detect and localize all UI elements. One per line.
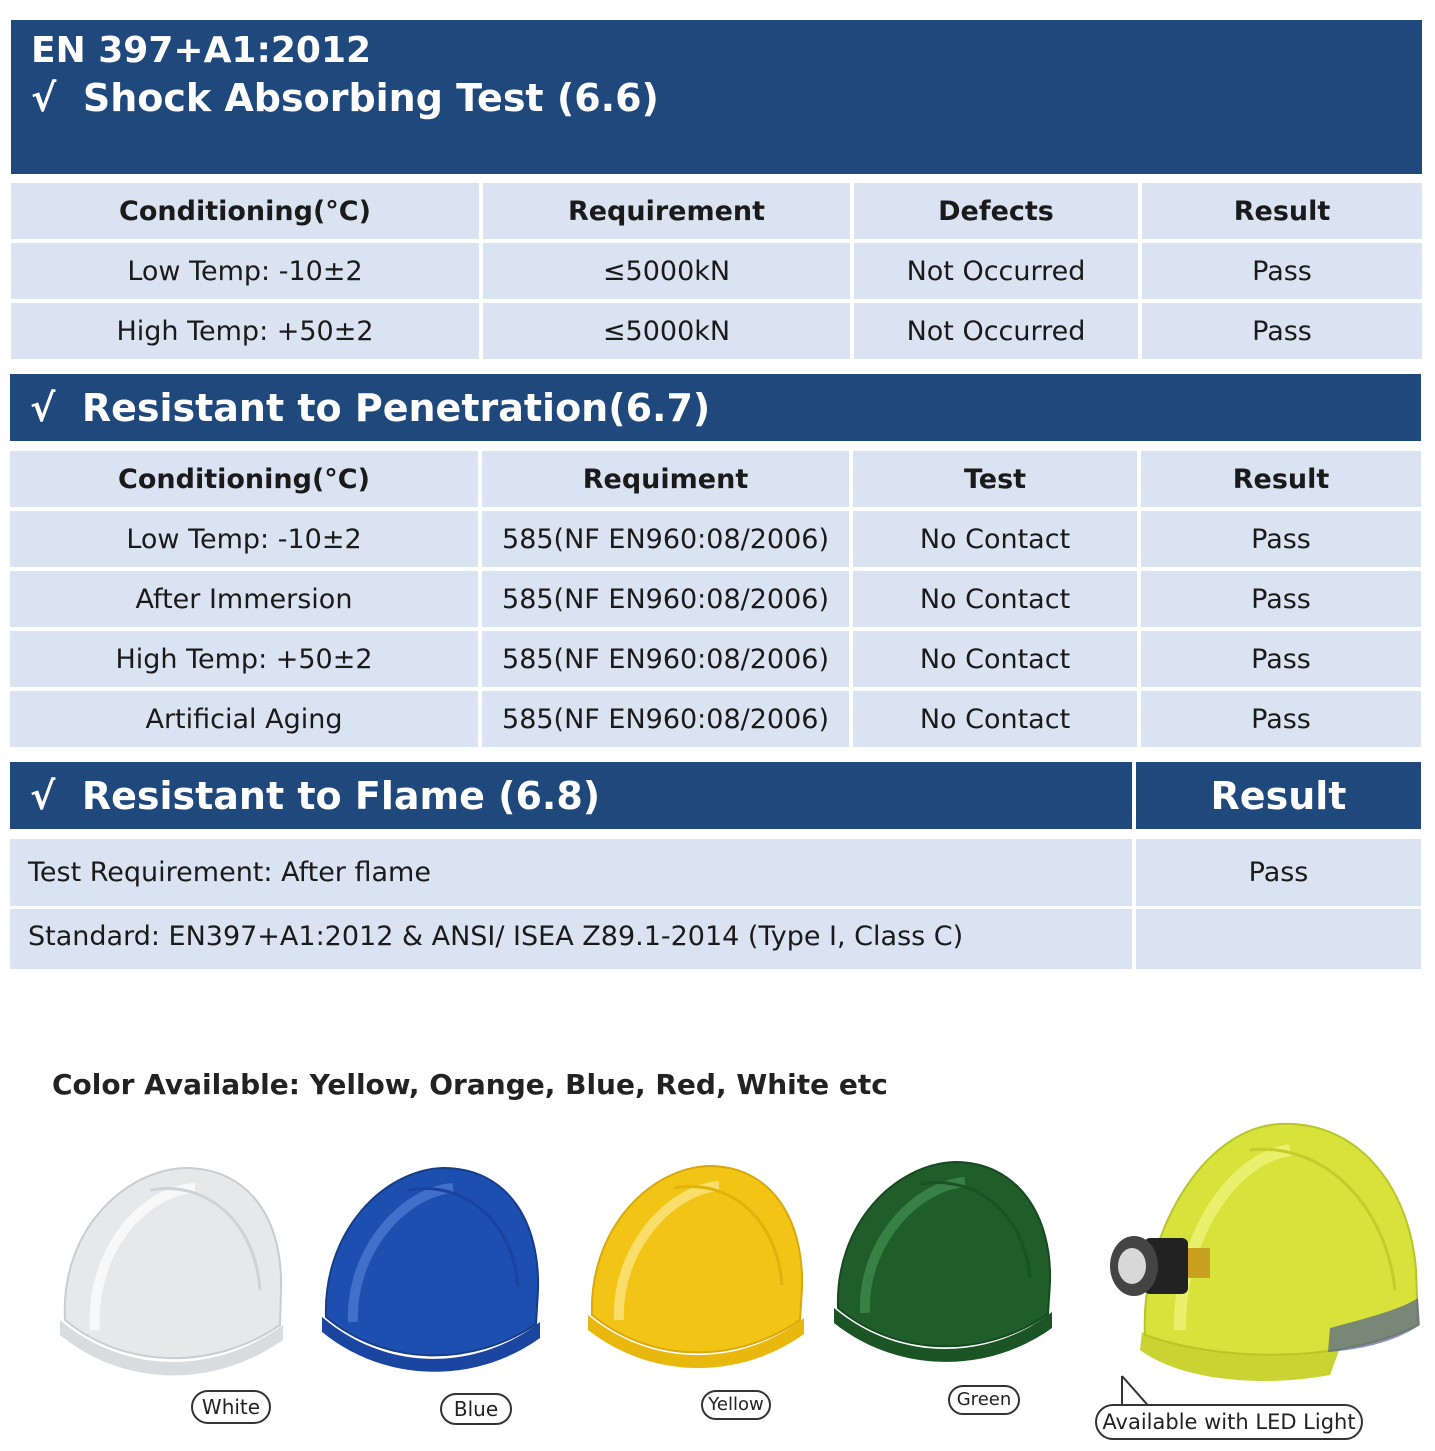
- flame-banner: [10, 762, 1132, 829]
- shock-section-title: [31, 76, 659, 120]
- table-cell: Pass: [1141, 691, 1421, 747]
- white-helmet-image: [55, 1160, 290, 1390]
- table-cell: ≤5000kN: [483, 303, 850, 359]
- table-cell: No Contact: [853, 571, 1137, 627]
- shock-banner: [11, 20, 1422, 174]
- table-row: [11, 243, 1422, 299]
- penetration-title-text: Resistant to Penetration(6.7): [81, 386, 711, 430]
- table-cell: Not Occurred: [854, 303, 1138, 359]
- table-row: [10, 631, 1421, 687]
- blue-helmet-image: [318, 1162, 546, 1388]
- table-header-row: [10, 451, 1421, 507]
- led-label: Available with LED Light: [1095, 1404, 1363, 1440]
- check-icon: √: [30, 774, 56, 818]
- header-cell: Test: [853, 451, 1137, 507]
- flame-result-header: [1136, 762, 1421, 829]
- table-cell: Pass: [1142, 303, 1422, 359]
- table-cell: 585(NF EN960:08/2006): [482, 511, 849, 567]
- header-cell: Requirement: [483, 183, 850, 239]
- table-cell: No Contact: [853, 631, 1137, 687]
- flame-result-label: Result: [1210, 774, 1347, 818]
- flame-requirement-result: [1136, 839, 1421, 906]
- table-cell: No Contact: [853, 511, 1137, 567]
- table-cell: 585(NF EN960:08/2006): [482, 571, 849, 627]
- header-cell: Conditioning(°C): [10, 451, 478, 507]
- penetration-table: [6, 447, 1425, 751]
- helmet-label-white: White: [191, 1390, 271, 1424]
- table-cell: Pass: [1142, 243, 1422, 299]
- flame-requirement-text: Test Requirement: After flame: [28, 857, 431, 888]
- flame-standard-result: [1136, 909, 1421, 969]
- header-cell: Defects: [854, 183, 1138, 239]
- green-helmet-image: [830, 1156, 1058, 1378]
- flame-result-text: Pass: [1248, 857, 1309, 888]
- penetration-banner: [10, 374, 1421, 441]
- flame-standard-text: Standard: EN397+A1:2012 & ANSI/ ISEA Z89.1-2014 (Type I, Class C): [28, 921, 964, 952]
- table-row: [10, 571, 1421, 627]
- table-cell: High Temp: +50±2: [11, 303, 479, 359]
- table-cell: After Immersion: [10, 571, 478, 627]
- table-row: [10, 511, 1421, 567]
- led-helmet-image: [1100, 1120, 1430, 1390]
- table-cell: Low Temp: -10±2: [11, 243, 479, 299]
- table-cell: Not Occurred: [854, 243, 1138, 299]
- table-cell: 585(NF EN960:08/2006): [482, 631, 849, 687]
- table-cell: Pass: [1141, 571, 1421, 627]
- helmet-label-yellow: Yellow: [701, 1390, 771, 1420]
- table-cell: Pass: [1141, 511, 1421, 567]
- colors-title: Color Available: Yellow, Orange, Blue, Red, White etc: [52, 1068, 888, 1101]
- table-cell: Artificial Aging: [10, 691, 478, 747]
- flame-title-text: Resistant to Flame (6.8): [81, 774, 601, 818]
- header-cell: Result: [1141, 451, 1421, 507]
- table-cell: Low Temp: -10±2: [10, 511, 478, 567]
- check-icon: √: [30, 386, 56, 430]
- check-icon: √: [31, 76, 57, 120]
- header-cell: Conditioning(°C): [11, 183, 479, 239]
- penetration-section-title: [30, 386, 710, 430]
- flame-standard-row: [10, 909, 1132, 969]
- table-row: [10, 691, 1421, 747]
- table-header-row: [11, 183, 1422, 239]
- table-cell: 585(NF EN960:08/2006): [482, 691, 849, 747]
- header-cell: Result: [1142, 183, 1422, 239]
- flame-section-title: [30, 774, 600, 818]
- standard-title: EN 397+A1:2012: [31, 30, 372, 71]
- header-cell: Requiment: [482, 451, 849, 507]
- shock-table: [7, 179, 1426, 363]
- table-cell: High Temp: +50±2: [10, 631, 478, 687]
- table-cell: Pass: [1141, 631, 1421, 687]
- flame-requirement-row: [10, 839, 1132, 906]
- table-row: [11, 303, 1422, 359]
- shock-title-text: Shock Absorbing Test (6.6): [82, 76, 659, 120]
- table-cell: ≤5000kN: [483, 243, 850, 299]
- helmet-label-green: Green: [948, 1385, 1020, 1415]
- table-cell: No Contact: [853, 691, 1137, 747]
- yellow-helmet-image: [584, 1160, 810, 1384]
- helmet-label-blue: Blue: [440, 1393, 512, 1425]
